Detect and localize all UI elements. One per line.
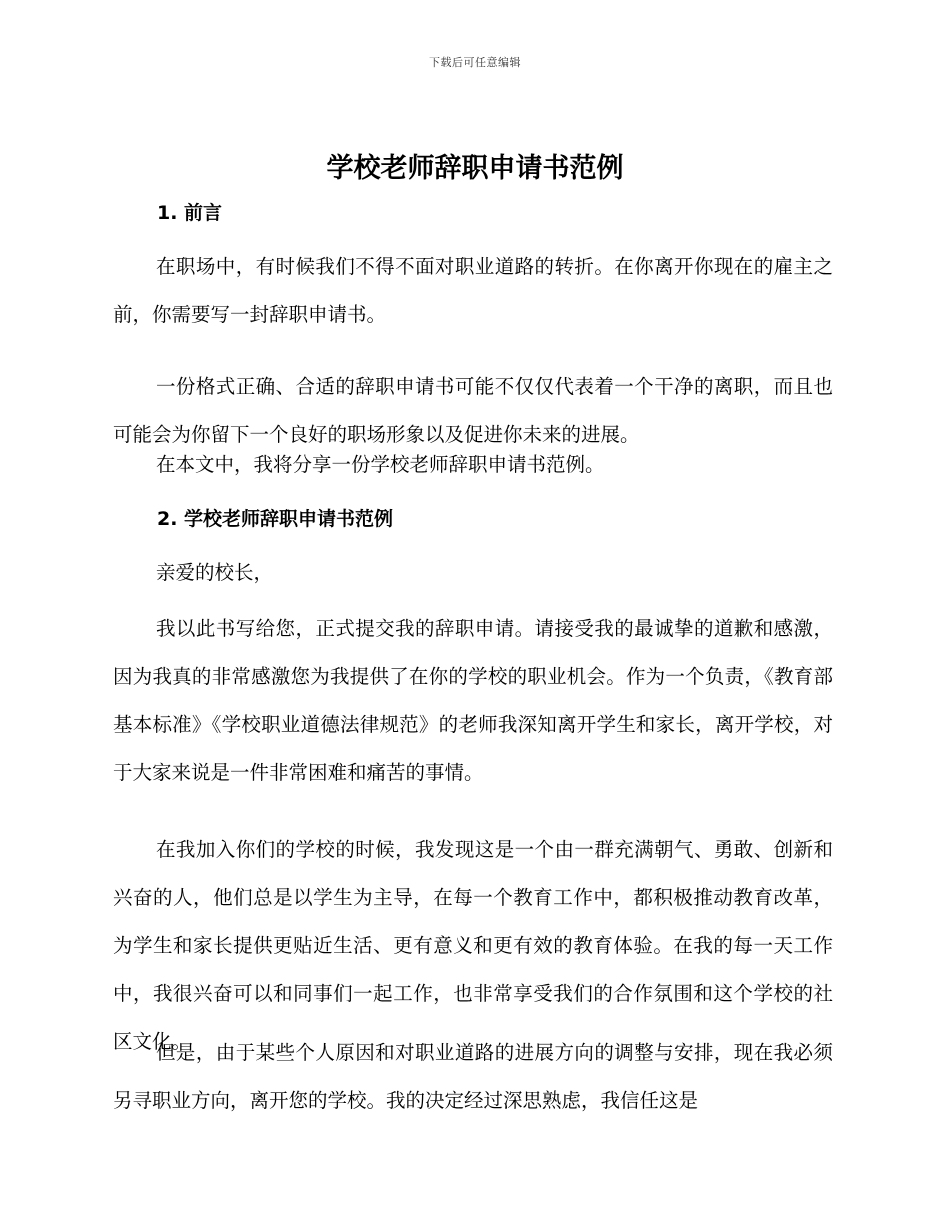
section-heading-sample: 2. 学校老师辞职申请书范例 — [157, 508, 394, 530]
paragraph-proper-letter: 一份格式正确、合适的辞职申请书可能不仅仅代表着一个干净的离职，而且也可能会为你留下一个良好的职场形象以及促进你未来的进展。 — [113, 375, 833, 446]
paragraph-career-turn: 在职场中，有时候我们不得不面对职业道路的转折。在你离开你现在的雇主之前，你需要写一封辞职申请书。 — [113, 255, 833, 326]
letter-paragraph-reason: 但是，由于某些个人原因和对职业道路的进展方向的调整与安排，现在我必须另寻职业方向，离开您的学校。我的决定经过深思熟虑，我信任这是 — [113, 1041, 833, 1112]
letter-paragraph-school-culture: 在我加入你们的学校的时候，我发现这是一个由一群充满朝气、勇敢、创新和兴奋的人，他们总是以学生为主导，在每一个教育工作中，都积极推动教育改革，为学生和家长提供更贴近生活、更有意义和更有效的教育体验。在我的每一天工作中，我很兴奋可以和同事们一起工作，也非常享受我们的合作氛围和这个学校的社区文化。 — [113, 838, 833, 1053]
page-header-note: 下载后可任意编辑 — [429, 56, 521, 69]
paragraph-intro-sample: 在本文中，我将分享一份学校老师辞职申请书范例。 — [156, 453, 605, 476]
section-heading-preface: 1. 前言 — [157, 202, 223, 224]
letter-salutation: 亲爱的校长， — [156, 561, 274, 584]
letter-paragraph-resignation: 我以此书写给您，正式提交我的辞职申请。请接受我的最诚挚的道歉和感激，因为我真的非常感激您为我提供了在你的学校的职业机会。作为一个负责，《教育部基本标准》《学校职业道德法律规范》的老师我深知离开学生和家长，离开学校，对于大家来说是一件非常困难和痛苦的事情。 — [113, 617, 833, 784]
document-title: 学校老师辞职申请书范例 — [326, 153, 624, 184]
